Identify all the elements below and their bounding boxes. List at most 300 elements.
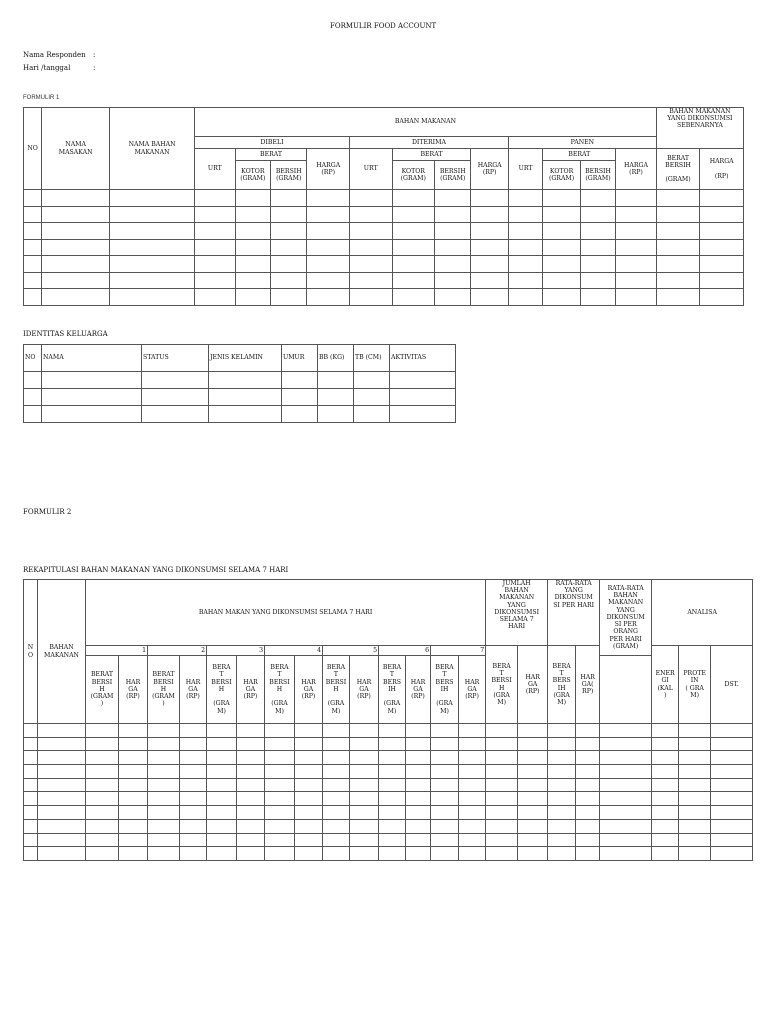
f2-cell[interactable] <box>119 792 148 806</box>
f2-cell[interactable] <box>406 819 431 833</box>
f1-cell[interactable] <box>435 272 471 289</box>
identitas-cell[interactable] <box>142 389 209 406</box>
f1-cell[interactable] <box>700 223 744 240</box>
f1-cell[interactable] <box>471 223 508 240</box>
f2-cell[interactable] <box>119 833 148 847</box>
f2-cell[interactable] <box>518 751 548 765</box>
f1-cell[interactable] <box>195 239 236 256</box>
f2-cell[interactable] <box>652 792 679 806</box>
f2-cell[interactable] <box>379 751 406 765</box>
f2-cell[interactable] <box>379 724 406 738</box>
f2-cell[interactable] <box>431 833 459 847</box>
f2-cell[interactable] <box>379 765 406 779</box>
f1-cell[interactable] <box>471 206 508 223</box>
f1-cell[interactable] <box>24 190 42 207</box>
f2-cell[interactable] <box>431 724 459 738</box>
f2-cell[interactable] <box>711 778 753 792</box>
f2-cell[interactable] <box>459 737 486 751</box>
f1-cell[interactable] <box>543 289 580 306</box>
f2-cell[interactable] <box>350 765 379 779</box>
f2-cell[interactable] <box>237 806 265 820</box>
f2-cell[interactable] <box>600 765 652 779</box>
f2-cell[interactable] <box>24 778 38 792</box>
identitas-cell[interactable] <box>282 406 318 423</box>
f2-cell[interactable] <box>431 806 459 820</box>
f2-cell[interactable] <box>459 806 486 820</box>
f2-cell[interactable] <box>38 847 86 861</box>
f2-cell[interactable] <box>265 792 295 806</box>
f2-cell[interactable] <box>38 751 86 765</box>
f1-cell[interactable] <box>580 289 615 306</box>
f2-cell[interactable] <box>576 806 600 820</box>
f1-cell[interactable] <box>700 272 744 289</box>
f2-cell[interactable] <box>119 778 148 792</box>
f1-cell[interactable] <box>580 239 615 256</box>
identitas-cell[interactable] <box>209 406 282 423</box>
f1-cell[interactable] <box>580 206 615 223</box>
f2-cell[interactable] <box>323 819 350 833</box>
f2-cell[interactable] <box>24 765 38 779</box>
f2-cell[interactable] <box>350 751 379 765</box>
f1-cell[interactable] <box>195 206 236 223</box>
f2-cell[interactable] <box>548 847 576 861</box>
f1-cell[interactable] <box>24 223 42 240</box>
f2-cell[interactable] <box>548 724 576 738</box>
f2-cell[interactable] <box>323 806 350 820</box>
identitas-cell[interactable] <box>24 406 42 423</box>
f1-cell[interactable] <box>616 256 657 273</box>
f2-cell[interactable] <box>323 833 350 847</box>
f1-cell[interactable] <box>508 289 542 306</box>
identitas-cell[interactable] <box>390 389 456 406</box>
f1-cell[interactable] <box>471 272 508 289</box>
f2-cell[interactable] <box>207 778 237 792</box>
f2-cell[interactable] <box>711 737 753 751</box>
f1-cell[interactable] <box>349 256 392 273</box>
identitas-cell[interactable] <box>282 372 318 389</box>
f2-cell[interactable] <box>652 737 679 751</box>
f1-cell[interactable] <box>307 206 350 223</box>
identitas-cell[interactable] <box>318 406 354 423</box>
f2-cell[interactable] <box>295 819 323 833</box>
f2-cell[interactable] <box>548 833 576 847</box>
identitas-cell[interactable] <box>354 372 390 389</box>
f1-cell[interactable] <box>656 223 700 240</box>
f1-cell[interactable] <box>392 223 435 240</box>
f1-cell[interactable] <box>307 289 350 306</box>
f2-cell[interactable] <box>350 778 379 792</box>
f1-cell[interactable] <box>24 206 42 223</box>
f2-cell[interactable] <box>148 737 180 751</box>
f1-cell[interactable] <box>543 256 580 273</box>
f2-cell[interactable] <box>548 806 576 820</box>
f2-cell[interactable] <box>38 737 86 751</box>
f1-cell[interactable] <box>700 239 744 256</box>
f2-cell[interactable] <box>350 806 379 820</box>
f1-cell[interactable] <box>271 239 307 256</box>
f2-cell[interactable] <box>237 833 265 847</box>
f1-cell[interactable] <box>349 206 392 223</box>
f2-cell[interactable] <box>148 806 180 820</box>
f2-cell[interactable] <box>180 751 207 765</box>
f1-cell[interactable] <box>616 289 657 306</box>
f2-cell[interactable] <box>711 819 753 833</box>
f2-cell[interactable] <box>207 847 237 861</box>
f2-cell[interactable] <box>148 833 180 847</box>
f2-cell[interactable] <box>86 778 119 792</box>
f2-cell[interactable] <box>679 806 711 820</box>
f2-cell[interactable] <box>38 778 86 792</box>
f2-cell[interactable] <box>265 765 295 779</box>
f1-cell[interactable] <box>435 223 471 240</box>
f1-cell[interactable] <box>110 239 195 256</box>
f2-cell[interactable] <box>24 792 38 806</box>
f1-cell[interactable] <box>392 206 435 223</box>
identitas-cell[interactable] <box>282 389 318 406</box>
f1-cell[interactable] <box>42 206 110 223</box>
f1-cell[interactable] <box>307 190 350 207</box>
f1-cell[interactable] <box>235 223 270 240</box>
f2-cell[interactable] <box>379 847 406 861</box>
f2-cell[interactable] <box>600 778 652 792</box>
f2-cell[interactable] <box>548 792 576 806</box>
f1-cell[interactable] <box>656 206 700 223</box>
identitas-cell[interactable] <box>24 372 42 389</box>
f1-cell[interactable] <box>435 239 471 256</box>
f2-cell[interactable] <box>518 765 548 779</box>
f2-cell[interactable] <box>207 751 237 765</box>
f2-cell[interactable] <box>148 792 180 806</box>
identitas-cell[interactable] <box>318 389 354 406</box>
f2-cell[interactable] <box>652 778 679 792</box>
f2-cell[interactable] <box>237 765 265 779</box>
identitas-cell[interactable] <box>390 372 456 389</box>
f1-cell[interactable] <box>435 190 471 207</box>
f2-cell[interactable] <box>548 819 576 833</box>
f1-cell[interactable] <box>392 256 435 273</box>
f1-cell[interactable] <box>24 239 42 256</box>
f1-cell[interactable] <box>110 206 195 223</box>
f2-cell[interactable] <box>237 847 265 861</box>
f2-cell[interactable] <box>518 847 548 861</box>
f1-cell[interactable] <box>110 256 195 273</box>
f2-cell[interactable] <box>148 847 180 861</box>
f1-cell[interactable] <box>307 239 350 256</box>
f2-cell[interactable] <box>679 737 711 751</box>
f2-cell[interactable] <box>237 778 265 792</box>
f1-cell[interactable] <box>543 190 580 207</box>
f2-cell[interactable] <box>431 847 459 861</box>
f2-cell[interactable] <box>265 751 295 765</box>
f2-cell[interactable] <box>459 724 486 738</box>
f2-cell[interactable] <box>295 847 323 861</box>
f1-cell[interactable] <box>435 206 471 223</box>
f2-cell[interactable] <box>486 765 518 779</box>
f2-cell[interactable] <box>38 792 86 806</box>
f2-cell[interactable] <box>548 737 576 751</box>
f1-cell[interactable] <box>543 223 580 240</box>
f2-cell[interactable] <box>576 737 600 751</box>
f2-cell[interactable] <box>518 833 548 847</box>
f2-cell[interactable] <box>679 847 711 861</box>
f1-cell[interactable] <box>508 223 542 240</box>
f2-cell[interactable] <box>180 737 207 751</box>
f1-cell[interactable] <box>616 272 657 289</box>
f2-cell[interactable] <box>207 724 237 738</box>
f2-cell[interactable] <box>431 737 459 751</box>
f1-cell[interactable] <box>392 289 435 306</box>
f2-cell[interactable] <box>207 833 237 847</box>
f2-cell[interactable] <box>711 751 753 765</box>
f1-cell[interactable] <box>307 272 350 289</box>
f2-cell[interactable] <box>600 724 652 738</box>
f2-cell[interactable] <box>486 819 518 833</box>
f2-cell[interactable] <box>679 792 711 806</box>
f2-cell[interactable] <box>679 778 711 792</box>
f1-cell[interactable] <box>700 256 744 273</box>
f2-cell[interactable] <box>148 765 180 779</box>
f2-cell[interactable] <box>148 778 180 792</box>
f1-cell[interactable] <box>616 190 657 207</box>
f1-cell[interactable] <box>195 272 236 289</box>
f2-cell[interactable] <box>600 819 652 833</box>
f1-cell[interactable] <box>307 223 350 240</box>
identitas-cell[interactable] <box>209 372 282 389</box>
f2-cell[interactable] <box>406 737 431 751</box>
f1-cell[interactable] <box>110 289 195 306</box>
f1-cell[interactable] <box>435 289 471 306</box>
identitas-cell[interactable] <box>354 389 390 406</box>
f1-cell[interactable] <box>24 256 42 273</box>
f2-cell[interactable] <box>406 847 431 861</box>
f1-cell[interactable] <box>392 239 435 256</box>
f1-cell[interactable] <box>235 272 270 289</box>
f1-cell[interactable] <box>110 272 195 289</box>
f1-cell[interactable] <box>271 190 307 207</box>
f2-cell[interactable] <box>548 778 576 792</box>
f2-cell[interactable] <box>652 819 679 833</box>
f2-cell[interactable] <box>237 751 265 765</box>
f2-cell[interactable] <box>711 724 753 738</box>
f2-cell[interactable] <box>265 778 295 792</box>
f2-cell[interactable] <box>180 819 207 833</box>
f2-cell[interactable] <box>486 778 518 792</box>
f2-cell[interactable] <box>24 833 38 847</box>
identitas-cell[interactable] <box>318 372 354 389</box>
f2-cell[interactable] <box>518 737 548 751</box>
f2-cell[interactable] <box>38 819 86 833</box>
f1-cell[interactable] <box>271 256 307 273</box>
f1-cell[interactable] <box>508 206 542 223</box>
f2-cell[interactable] <box>379 819 406 833</box>
f2-cell[interactable] <box>207 806 237 820</box>
f2-cell[interactable] <box>265 724 295 738</box>
f2-cell[interactable] <box>24 819 38 833</box>
f2-cell[interactable] <box>679 819 711 833</box>
f1-cell[interactable] <box>42 256 110 273</box>
f1-cell[interactable] <box>307 256 350 273</box>
f2-cell[interactable] <box>576 819 600 833</box>
f1-cell[interactable] <box>42 272 110 289</box>
f2-cell[interactable] <box>148 819 180 833</box>
f2-cell[interactable] <box>180 792 207 806</box>
f1-cell[interactable] <box>235 206 270 223</box>
f2-cell[interactable] <box>600 847 652 861</box>
f2-cell[interactable] <box>576 751 600 765</box>
identitas-cell[interactable] <box>24 389 42 406</box>
f2-cell[interactable] <box>486 737 518 751</box>
f1-cell[interactable] <box>435 256 471 273</box>
f2-cell[interactable] <box>180 833 207 847</box>
f2-cell[interactable] <box>323 737 350 751</box>
f2-cell[interactable] <box>652 724 679 738</box>
f2-cell[interactable] <box>180 765 207 779</box>
f2-cell[interactable] <box>86 765 119 779</box>
f2-cell[interactable] <box>431 751 459 765</box>
f2-cell[interactable] <box>38 833 86 847</box>
f2-cell[interactable] <box>486 847 518 861</box>
f2-cell[interactable] <box>379 833 406 847</box>
f2-cell[interactable] <box>652 751 679 765</box>
f2-cell[interactable] <box>237 724 265 738</box>
f1-cell[interactable] <box>656 256 700 273</box>
f1-cell[interactable] <box>42 223 110 240</box>
f2-cell[interactable] <box>265 737 295 751</box>
f1-cell[interactable] <box>392 190 435 207</box>
f1-cell[interactable] <box>471 190 508 207</box>
f2-cell[interactable] <box>711 792 753 806</box>
f2-cell[interactable] <box>180 806 207 820</box>
f2-cell[interactable] <box>600 751 652 765</box>
f1-cell[interactable] <box>700 206 744 223</box>
f2-cell[interactable] <box>576 765 600 779</box>
f2-cell[interactable] <box>711 765 753 779</box>
f1-cell[interactable] <box>349 289 392 306</box>
f2-cell[interactable] <box>711 833 753 847</box>
f2-cell[interactable] <box>406 765 431 779</box>
f2-cell[interactable] <box>295 792 323 806</box>
f1-cell[interactable] <box>656 190 700 207</box>
f1-cell[interactable] <box>24 289 42 306</box>
f2-cell[interactable] <box>350 847 379 861</box>
f1-cell[interactable] <box>616 239 657 256</box>
f1-cell[interactable] <box>349 272 392 289</box>
f2-cell[interactable] <box>119 724 148 738</box>
identitas-cell[interactable] <box>42 406 142 423</box>
f2-cell[interactable] <box>379 778 406 792</box>
identitas-cell[interactable] <box>42 389 142 406</box>
f2-cell[interactable] <box>459 833 486 847</box>
f2-cell[interactable] <box>406 724 431 738</box>
f1-cell[interactable] <box>616 206 657 223</box>
f1-cell[interactable] <box>580 272 615 289</box>
f2-cell[interactable] <box>24 724 38 738</box>
f2-cell[interactable] <box>86 737 119 751</box>
f1-cell[interactable] <box>271 289 307 306</box>
f1-cell[interactable] <box>349 190 392 207</box>
f1-cell[interactable] <box>543 239 580 256</box>
f2-cell[interactable] <box>486 806 518 820</box>
f2-cell[interactable] <box>459 819 486 833</box>
f1-cell[interactable] <box>235 239 270 256</box>
f2-cell[interactable] <box>711 806 753 820</box>
f2-cell[interactable] <box>38 806 86 820</box>
f2-cell[interactable] <box>518 819 548 833</box>
f2-cell[interactable] <box>350 724 379 738</box>
f1-cell[interactable] <box>235 289 270 306</box>
f2-cell[interactable] <box>431 819 459 833</box>
f1-cell[interactable] <box>656 289 700 306</box>
f2-cell[interactable] <box>486 792 518 806</box>
f2-cell[interactable] <box>24 806 38 820</box>
f2-cell[interactable] <box>180 778 207 792</box>
f2-cell[interactable] <box>148 751 180 765</box>
f1-cell[interactable] <box>235 256 270 273</box>
f2-cell[interactable] <box>406 806 431 820</box>
f1-cell[interactable] <box>195 190 236 207</box>
f1-cell[interactable] <box>580 256 615 273</box>
f2-cell[interactable] <box>576 778 600 792</box>
f2-cell[interactable] <box>600 792 652 806</box>
f2-cell[interactable] <box>323 847 350 861</box>
identitas-cell[interactable] <box>209 389 282 406</box>
f1-cell[interactable] <box>580 190 615 207</box>
f1-cell[interactable] <box>110 223 195 240</box>
f1-cell[interactable] <box>349 239 392 256</box>
f2-cell[interactable] <box>350 792 379 806</box>
f2-cell[interactable] <box>679 833 711 847</box>
f2-cell[interactable] <box>459 765 486 779</box>
f2-cell[interactable] <box>459 778 486 792</box>
f1-cell[interactable] <box>700 190 744 207</box>
f2-cell[interactable] <box>24 751 38 765</box>
f1-cell[interactable] <box>195 256 236 273</box>
f1-cell[interactable] <box>349 223 392 240</box>
f2-cell[interactable] <box>86 819 119 833</box>
identitas-cell[interactable] <box>390 406 456 423</box>
f2-cell[interactable] <box>518 724 548 738</box>
f2-cell[interactable] <box>679 751 711 765</box>
f2-cell[interactable] <box>518 792 548 806</box>
f2-cell[interactable] <box>600 833 652 847</box>
f2-cell[interactable] <box>350 819 379 833</box>
f2-cell[interactable] <box>486 751 518 765</box>
f2-cell[interactable] <box>237 737 265 751</box>
f2-cell[interactable] <box>207 819 237 833</box>
f2-cell[interactable] <box>207 792 237 806</box>
f2-cell[interactable] <box>148 724 180 738</box>
f2-cell[interactable] <box>119 806 148 820</box>
f1-cell[interactable] <box>543 206 580 223</box>
f2-cell[interactable] <box>600 737 652 751</box>
f1-cell[interactable] <box>471 289 508 306</box>
f2-cell[interactable] <box>86 806 119 820</box>
f2-cell[interactable] <box>379 792 406 806</box>
f2-cell[interactable] <box>431 778 459 792</box>
f2-cell[interactable] <box>265 819 295 833</box>
f1-cell[interactable] <box>392 272 435 289</box>
f2-cell[interactable] <box>295 751 323 765</box>
f2-cell[interactable] <box>119 847 148 861</box>
f2-cell[interactable] <box>406 778 431 792</box>
f1-cell[interactable] <box>656 239 700 256</box>
f2-cell[interactable] <box>180 847 207 861</box>
f1-cell[interactable] <box>508 190 542 207</box>
f2-cell[interactable] <box>24 847 38 861</box>
f2-cell[interactable] <box>86 847 119 861</box>
f2-cell[interactable] <box>265 833 295 847</box>
f2-cell[interactable] <box>295 806 323 820</box>
